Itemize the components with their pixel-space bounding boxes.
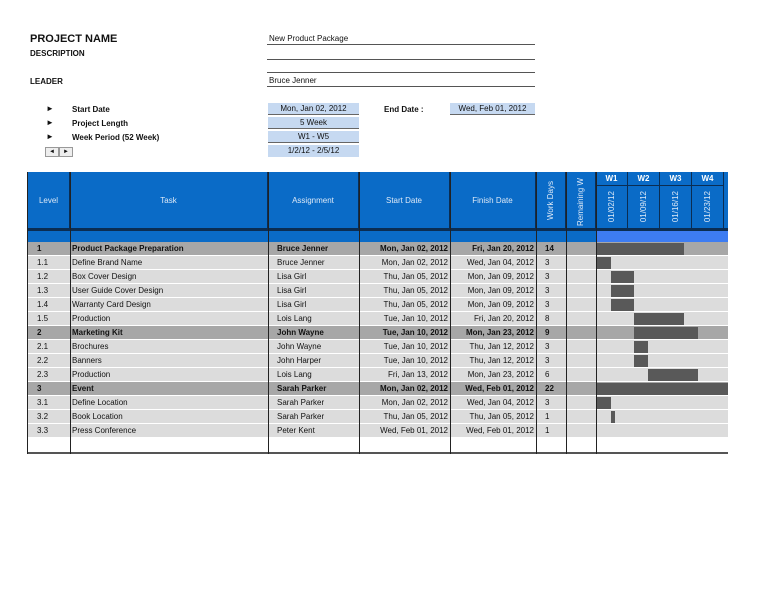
assignment-cell: John Wayne xyxy=(277,328,324,337)
level-cell: 1.2 xyxy=(37,272,49,281)
assignment-cell: John Wayne xyxy=(277,342,322,351)
col-header-work-days: Work Days xyxy=(536,172,566,228)
end-date-value: Wed, Feb 01, 2012 xyxy=(450,103,535,115)
start-date-cell: Mon, Jan 02, 2012 xyxy=(381,398,448,407)
finish-date-cell: Fri, Jan 20, 2012 xyxy=(472,244,534,253)
gantt-bar xyxy=(611,271,634,283)
table-row[interactable] xyxy=(27,312,728,326)
task-cell: Define Brand Name xyxy=(72,258,143,267)
finish-date-cell: Mon, Jan 23, 2012 xyxy=(465,328,534,337)
task-cell: Production xyxy=(72,370,111,379)
start-date-cell: Thu, Jan 05, 2012 xyxy=(383,412,448,421)
level-cell: 3.1 xyxy=(37,398,49,407)
task-cell: Banners xyxy=(72,356,102,365)
table-row[interactable] xyxy=(27,410,728,424)
gantt-bar xyxy=(597,383,728,395)
gantt-bar xyxy=(597,257,611,269)
group-row[interactable] xyxy=(27,242,728,256)
start-date-cell: Thu, Jan 05, 2012 xyxy=(383,286,448,295)
start-date-cell: Thu, Jan 05, 2012 xyxy=(383,300,448,309)
task-cell: Marketing Kit xyxy=(72,328,123,337)
week-date-w2: 01/09/12 xyxy=(628,186,660,228)
project-length-label: Project Length xyxy=(72,119,129,128)
week-header-w4: W4 xyxy=(692,172,724,186)
assignment-cell: Lois Lang xyxy=(277,370,312,379)
assignment-cell: Sarah Parker xyxy=(277,398,325,407)
work-days-cell: 1 xyxy=(545,426,550,435)
start-date-cell: Fri, Jan 13, 2012 xyxy=(387,370,448,379)
week-date-w4: 01/23/12 xyxy=(692,186,724,228)
leader-field[interactable]: Bruce Jenner xyxy=(267,75,535,87)
header-strip xyxy=(27,231,596,242)
assignment-cell: Sarah Parker xyxy=(277,412,325,421)
level-cell: 2.1 xyxy=(37,342,49,351)
description-label: DESCRIPTION xyxy=(30,49,85,58)
table-row[interactable] xyxy=(27,256,728,270)
week-header-w1: W1 xyxy=(596,172,628,186)
description-field[interactable] xyxy=(267,48,535,60)
level-cell: 1 xyxy=(37,244,42,253)
col-header-level: Level xyxy=(27,172,70,228)
start-date-cell: Mon, Jan 02, 2012 xyxy=(381,258,448,267)
table-row[interactable] xyxy=(27,284,728,298)
gantt-bar xyxy=(611,299,634,311)
level-cell: 1.1 xyxy=(37,258,49,267)
work-days-cell: 3 xyxy=(545,398,550,407)
grid-line xyxy=(596,172,597,454)
work-days-cell: 3 xyxy=(545,272,550,281)
gantt-bar xyxy=(648,369,698,381)
finish-date-cell: Wed, Jan 04, 2012 xyxy=(466,398,534,407)
gantt-strip xyxy=(596,231,728,242)
week-period-label: Week Period (52 Week) xyxy=(72,133,160,142)
work-days-cell: 3 xyxy=(545,286,550,295)
level-cell: 1.4 xyxy=(37,300,49,309)
work-days-cell: 6 xyxy=(545,370,550,379)
start-date-cell: Tue, Jan 10, 2012 xyxy=(383,314,448,323)
task-cell: Book Location xyxy=(72,412,123,421)
work-days-cell: 9 xyxy=(545,328,550,337)
grid-line xyxy=(536,172,537,454)
col-header-start-date: Start Date xyxy=(359,172,450,228)
grid-line xyxy=(566,172,567,454)
gantt-bar xyxy=(597,397,611,409)
table-row[interactable] xyxy=(27,396,728,410)
end-date-label: End Date : xyxy=(384,105,424,114)
table-row[interactable] xyxy=(27,340,728,354)
start-date-cell: Mon, Jan 02, 2012 xyxy=(379,244,448,253)
work-days-cell: 14 xyxy=(545,244,554,253)
table-row[interactable] xyxy=(27,270,728,284)
start-date-cell: Mon, Jan 02, 2012 xyxy=(379,384,448,393)
finish-date-cell: Wed, Jan 04, 2012 xyxy=(466,258,534,267)
level-cell: 2.2 xyxy=(37,356,49,365)
col-header-finish-date: Finish Date xyxy=(450,172,536,228)
start-date-cell: Tue, Jan 10, 2012 xyxy=(383,342,448,351)
grid-line xyxy=(359,172,360,454)
assignment-cell: Bruce Jenner xyxy=(277,258,325,267)
finish-date-cell: Mon, Jan 09, 2012 xyxy=(467,286,534,295)
assignment-cell: Lisa Girl xyxy=(277,300,307,309)
finish-date-cell: Thu, Jan 12, 2012 xyxy=(469,342,534,351)
work-days-cell: 3 xyxy=(545,300,550,309)
assignment-cell: Bruce Jenner xyxy=(277,244,329,253)
finish-date-cell: Thu, Jan 05, 2012 xyxy=(469,412,534,421)
finish-date-cell: Mon, Jan 09, 2012 xyxy=(467,300,534,309)
table-row[interactable] xyxy=(27,298,728,312)
task-cell: Product Package Preparation xyxy=(72,244,184,253)
table-row[interactable] xyxy=(27,354,728,368)
leader-label: LEADER xyxy=(30,77,63,86)
start-date-cell: Tue, Jan 10, 2012 xyxy=(382,328,448,337)
task-cell: Define Location xyxy=(72,398,128,407)
task-cell: Brochures xyxy=(72,342,109,351)
week-date-w1: 01/02/12 xyxy=(596,186,628,228)
finish-date-cell: Thu, Jan 12, 2012 xyxy=(469,356,534,365)
bullet-icon: ► xyxy=(46,132,54,141)
work-days-cell: 3 xyxy=(545,356,550,365)
grid-line xyxy=(27,172,28,454)
work-days-cell: 1 xyxy=(545,412,550,421)
finish-date-cell: Wed, Feb 01, 2012 xyxy=(466,426,534,435)
assignment-cell: Lisa Girl xyxy=(277,272,307,281)
finish-date-cell: Fri, Jan 20, 2012 xyxy=(473,314,534,323)
assignment-cell: John Harper xyxy=(277,356,322,365)
date-range-value: 1/2/12 - 2/5/12 xyxy=(268,145,359,157)
group-row[interactable] xyxy=(27,326,728,340)
project-length-value: 5 Week xyxy=(268,117,359,129)
finish-date-cell: Mon, Jan 09, 2012 xyxy=(467,272,534,281)
scroll-left-button[interactable]: ◄ xyxy=(45,147,59,157)
start-date-cell: Wed, Feb 01, 2012 xyxy=(380,426,448,435)
table-row[interactable] xyxy=(27,424,728,438)
finish-date-cell: Wed, Feb 01, 2012 xyxy=(465,384,534,393)
start-date-cell: Tue, Jan 10, 2012 xyxy=(383,356,448,365)
gantt-bar xyxy=(634,355,648,367)
start-date-cell: Thu, Jan 05, 2012 xyxy=(383,272,448,281)
gantt-bar xyxy=(634,327,698,339)
work-days-cell: 3 xyxy=(545,342,550,351)
finish-date-cell: Mon, Jan 23, 2012 xyxy=(467,370,534,379)
empty-row xyxy=(27,438,728,454)
work-days-cell: 8 xyxy=(545,314,550,323)
gantt-bar xyxy=(611,285,634,297)
task-cell: User Guide Cover Design xyxy=(72,286,164,295)
week-header-w3: W3 xyxy=(660,172,692,186)
col-header-remaining: Remaining W xyxy=(566,172,596,228)
assignment-cell: Lisa Girl xyxy=(277,286,307,295)
week-date-w3: 01/16/12 xyxy=(660,186,692,228)
bullet-icon: ► xyxy=(46,118,54,127)
task-cell: Press Conference xyxy=(72,426,137,435)
level-cell: 3 xyxy=(37,384,42,393)
col-header-assignment: Assignment xyxy=(268,172,359,228)
start-date-label: Start Date xyxy=(72,105,110,114)
description-field-line-2[interactable] xyxy=(267,61,535,73)
level-cell: 1.3 xyxy=(37,286,49,295)
grid-line xyxy=(268,172,269,454)
scroll-right-button[interactable]: ► xyxy=(59,147,73,157)
group-row[interactable] xyxy=(27,382,728,396)
level-cell: 2.3 xyxy=(37,370,49,379)
task-cell: Event xyxy=(72,384,94,393)
gantt-bar xyxy=(634,341,648,353)
task-cell: Warranty Card Design xyxy=(72,300,151,309)
task-cell: Box Cover Design xyxy=(72,272,137,281)
project-name-label: PROJECT NAME xyxy=(30,33,118,45)
week-header-w5-partial xyxy=(724,172,728,228)
project-name-field[interactable]: New Product Package xyxy=(267,33,535,45)
work-days-cell: 3 xyxy=(545,258,550,267)
grid-line xyxy=(450,172,451,454)
col-header-task: Task xyxy=(70,172,268,228)
gantt-bar xyxy=(597,243,684,255)
work-days-cell: 22 xyxy=(545,384,554,393)
table-row[interactable] xyxy=(27,368,728,382)
assignment-cell: Peter Kent xyxy=(277,426,315,435)
gantt-bar xyxy=(634,313,684,325)
level-cell: 2 xyxy=(37,328,42,337)
assignment-cell: Sarah Parker xyxy=(277,384,327,393)
bullet-icon: ► xyxy=(46,104,54,113)
level-cell: 1.5 xyxy=(37,314,49,323)
grid-line xyxy=(70,172,71,454)
level-cell: 3.3 xyxy=(37,426,49,435)
level-cell: 3.2 xyxy=(37,412,49,421)
start-date-input[interactable]: Mon, Jan 02, 2012 xyxy=(268,103,359,115)
gantt-bar xyxy=(611,411,615,423)
week-period-value: W1 - W5 xyxy=(268,131,359,143)
task-cell: Production xyxy=(72,314,111,323)
assignment-cell: Lois Lang xyxy=(277,314,312,323)
week-header-w2: W2 xyxy=(628,172,660,186)
